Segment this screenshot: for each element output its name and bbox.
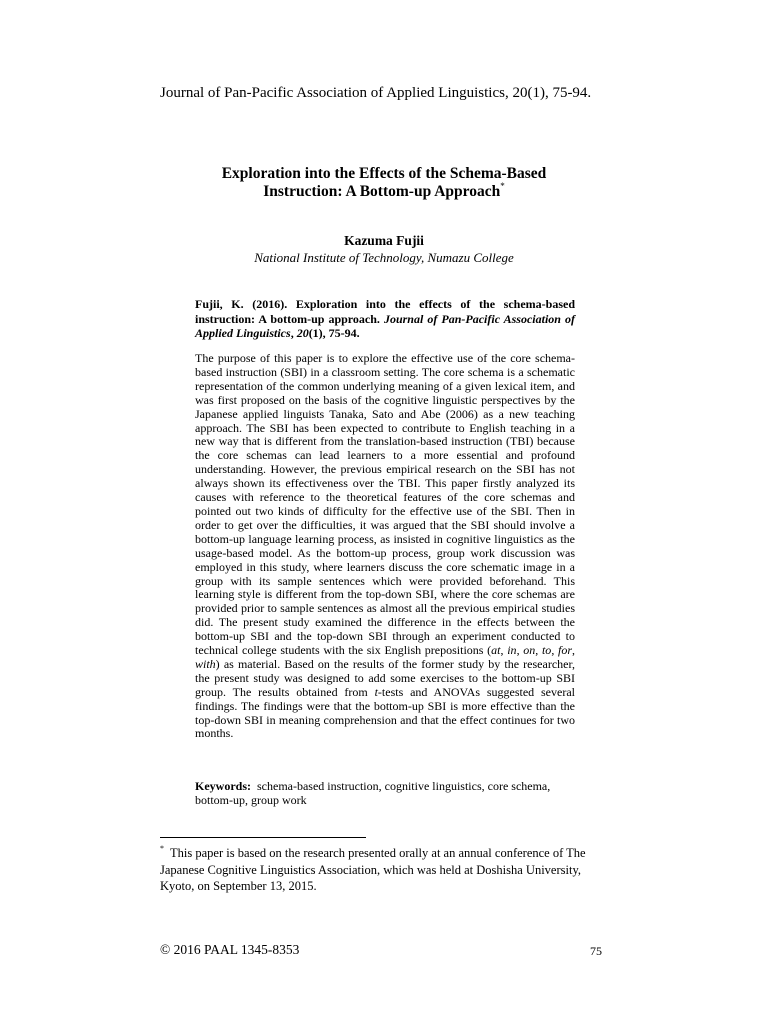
comma: , <box>500 643 508 658</box>
citation-volume: 20 <box>296 326 309 341</box>
journal-header: Journal of Pan-Pacific Association of Applied Linguistics, 20(1), 75-94. <box>160 85 592 101</box>
t-test-t: t <box>374 684 378 699</box>
title-line-2: Instruction: A Bottom-up Approach <box>263 183 501 200</box>
keywords-text: schema-based instruction, cognitive linguistics, core schema, bottom-up, group work <box>195 779 551 807</box>
keywords-label: Keywords: <box>195 779 251 793</box>
abstract-text-3: -tests and ANOVAs suggested several findings. The findings were that the bottom-up SBI is more effective than the top-down SBI in meaning comprehension and that the effect continues for two months. <box>195 684 575 741</box>
footnote-text: This paper is based on the research presented orally at an annual conference of The Japanese Cognitive Linguistics Association, which was held at Doshisha University, Kyoto, on September 13, 2015. <box>160 846 586 893</box>
title-line-1: Exploration into the Effects of the Schema-Based <box>221 165 547 182</box>
preposition-with: with <box>195 656 216 671</box>
preposition-to: to <box>541 643 552 658</box>
comma: , <box>516 643 524 658</box>
citation-issue-pages: (1), 75-94. <box>308 326 360 341</box>
article-title <box>140 165 628 201</box>
page-number: 75 <box>590 944 602 958</box>
citation-separator: , <box>290 326 297 341</box>
author-name: Kazuma Fujii <box>344 233 424 248</box>
preposition-in: in <box>507 643 517 658</box>
footnote <box>160 845 606 895</box>
comma: , <box>551 643 559 658</box>
citation <box>195 297 575 341</box>
citation-journal: Journal of Pan-Pacific Association of Applied Linguistics <box>195 311 575 341</box>
copyright: © 2016 PAAL 1345-8353 <box>160 942 300 957</box>
author-affiliation: National Institute of Technology, Numazu College <box>254 250 514 265</box>
footnote-mark: * <box>160 844 164 853</box>
abstract <box>195 352 575 741</box>
footnote-divider <box>160 837 366 838</box>
preposition-for: for <box>558 643 573 658</box>
comma: , <box>572 643 576 658</box>
preposition-on: on <box>523 643 536 658</box>
title-footnote-mark: * <box>500 181 505 191</box>
citation-text: Fujii, K. (2016). Exploration into the effects of the schema-based instruction: A bottom-up approach. <box>195 297 575 326</box>
abstract-text-2: ) as material. Based on the results of the former study by the researcher, the present study was designed to add some exercises to the bottom-up SBI group. The results obtained from <box>195 656 575 699</box>
preposition-at: at <box>491 643 501 658</box>
keywords <box>195 779 575 807</box>
comma: , <box>535 643 542 658</box>
abstract-text-1: The purpose of this paper is to explore the effective use of the core schema-based instruction (SBI) in a classroom setting. The core schema is a schematic representation of the common underlying meaning of a given lexical item, and was first proposed on the basis of the cognitive linguistic perspectives by the Japanese applied linguists Tanaka, Sato and Abe (2006) as a new teaching approach. The SBI has been expected to contribute to English teaching in a new way that is different from the translation-based instruction (TBI) because the core schemas can lead learners to a more essential and profound understanding. However, the previous empirical research on the SBI has not always shown its effectiveness over the TBI. This paper firstly analyzed its causes with reference to the theoretical features of the core schemas and pointed out two kinds of difficulty for the effective use of the SBI. Then in order to get over the difficulties, it was argued that the SBI should involve a bottom-up language learning process, as insisted in cognitive linguistics as the usage-based model. As the bottom-up process, group work discussion was employed in this study, where learners discuss the core schematic image in a group with its sample sentences which were provided beforehand. This learning style is different from the top-down SBI, where the core schemas are provided prior to sample sentences as almost all the previous empirical studies did. The present study examined the difference in the effects between the bottom-up SBI and the top-down SBI through an experiment conducted to technical college students with the six English prepositions ( <box>195 351 575 658</box>
